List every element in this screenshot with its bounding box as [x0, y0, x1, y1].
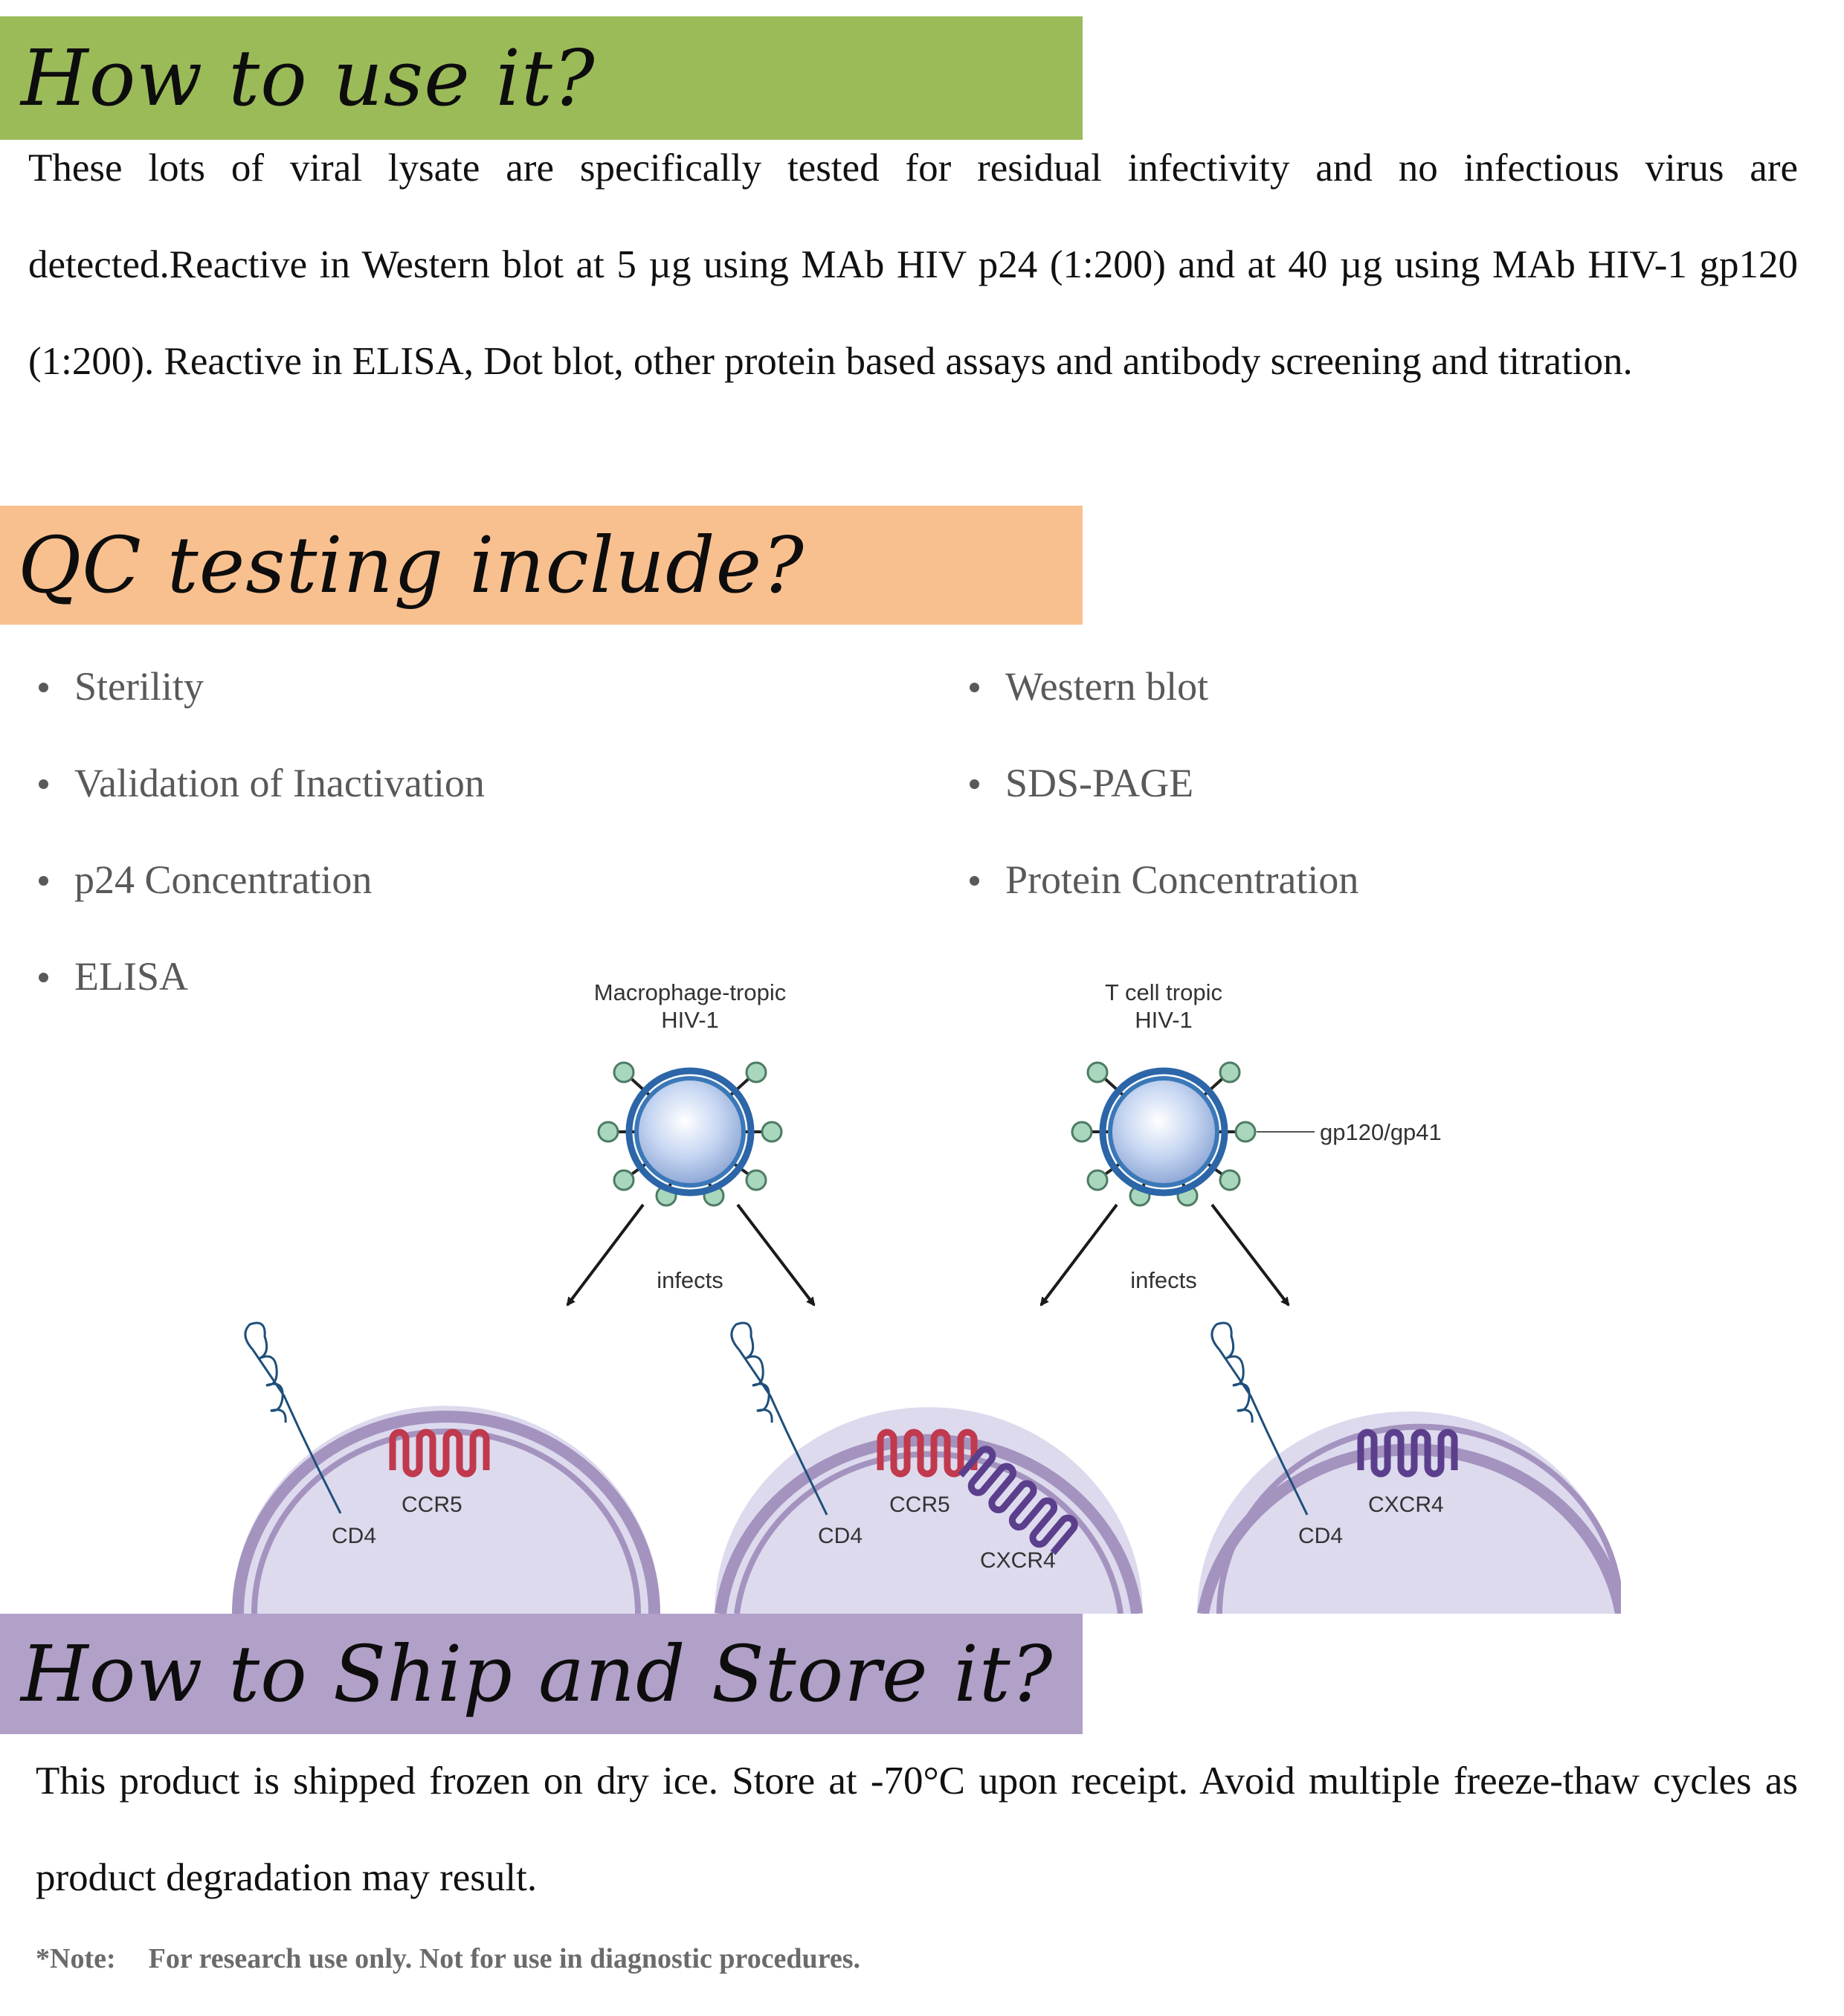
- ship-store-header: [0, 1614, 1083, 1734]
- hiv-tropism-diagram: [223, 978, 1621, 1614]
- envelope-label: gp120/gp41: [1320, 1119, 1442, 1145]
- list-item: Western blot: [959, 638, 1358, 735]
- qc-testing-header: [0, 506, 1083, 625]
- list-item: Sterility: [28, 638, 485, 735]
- virus-left: [594, 979, 786, 1205]
- infects-label-right: infects: [1130, 1267, 1197, 1293]
- cell-3: [1197, 1323, 1621, 1614]
- bullet-icon: [39, 683, 48, 692]
- bullet-icon: [39, 779, 48, 789]
- research-use-note: [36, 1942, 860, 1975]
- how-to-use-title: How to use it?: [21, 33, 596, 123]
- bullet-icon: [39, 876, 48, 886]
- cell-2: [715, 1323, 1143, 1614]
- how-to-use-text: These lots of viral lysate are specifically tested for residual infectivity and no infectious virus are detected.Reactive in Western blot at 5 µg using MAb HIV p24 (1:200) and at 40 µg using MAb HIV-1 gp120 (1:200). Reactive in ELISA, Dot blot, other protein based assays and antibody screening and titration.: [28, 146, 1798, 383]
- cell3-cd4-label: CD4: [1298, 1524, 1344, 1548]
- qc-list-left: [28, 638, 485, 1025]
- virus-left-label-line1: Macrophage-tropic: [593, 979, 787, 1005]
- bullet-icon: [970, 876, 979, 886]
- bullet-icon: [970, 683, 979, 692]
- list-item: SDS-PAGE: [959, 735, 1358, 831]
- note-text: For research use only. Not for use in diagnostic procedures.: [148, 1943, 861, 1974]
- list-item: p24 Concentration: [28, 831, 485, 928]
- virus-right-label-line1: T cell tropic: [1105, 979, 1222, 1005]
- list-item: Protein Concentration: [959, 831, 1358, 928]
- cell2-ccr5-label: CCR5: [889, 1492, 950, 1517]
- bullet-icon: [970, 779, 979, 789]
- note-label: *Note:: [36, 1943, 116, 1974]
- list-item: ELISA: [28, 928, 485, 1025]
- virus-right: [1072, 979, 1442, 1205]
- cell2-cxcr4-label: CXCR4: [980, 1548, 1056, 1573]
- cell1-cd4-label: CD4: [332, 1524, 377, 1548]
- infects-label-left: infects: [657, 1267, 723, 1293]
- ship-store-title: How to Ship and Store it?: [21, 1629, 1054, 1719]
- cell3-cxcr4-label: CXCR4: [1368, 1492, 1444, 1517]
- cell2-cd4-label: CD4: [818, 1524, 863, 1548]
- cell1-ccr5-label: CCR5: [402, 1492, 462, 1517]
- cell-1: [232, 1323, 660, 1614]
- list-item: Validation of Inactivation: [28, 735, 485, 831]
- ship-store-text: This product is shipped frozen on dry ice. Store at -70°C upon receipt. Avoid multiple freeze-thaw cycles as product degradation may result.: [36, 1759, 1798, 1899]
- virus-left-label-line2: HIV-1: [661, 1007, 719, 1033]
- qc-list-right: [959, 638, 1358, 928]
- bullet-icon: [39, 973, 48, 982]
- virus-right-label-line2: HIV-1: [1135, 1007, 1193, 1033]
- qc-testing-title: QC testing include?: [18, 520, 805, 611]
